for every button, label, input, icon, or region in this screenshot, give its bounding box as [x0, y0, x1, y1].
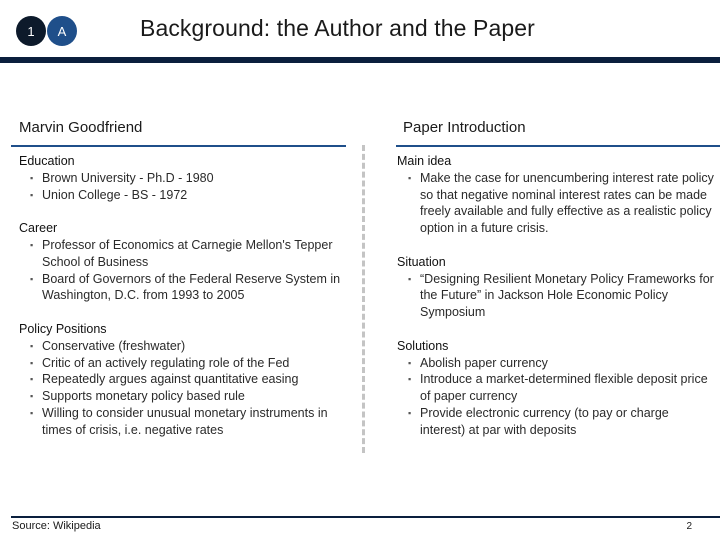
bullet-icon: ▪ [408, 172, 412, 183]
bullet-icon: ▪ [30, 407, 34, 418]
section-letter-badge: A [47, 16, 77, 46]
main-idea-section [397, 153, 715, 237]
list-item: ▪ Repeatedly argues against quantitative easing [30, 372, 299, 387]
footer-divider [11, 516, 720, 518]
section-title: Policy Positions [19, 321, 107, 336]
page-number: 2 [686, 521, 692, 532]
header-divider [0, 57, 720, 63]
right-heading-underline [396, 145, 720, 147]
bullet-icon: ▪ [30, 239, 34, 250]
bullet-icon: ▪ [30, 273, 34, 284]
section-number-badge: 1 [16, 16, 46, 46]
right-column-heading: Paper Introduction [403, 119, 526, 136]
page-title: Background: the Author and the Paper [140, 15, 535, 41]
bullet-icon: ▪ [30, 391, 34, 402]
bullet-icon: ▪ [408, 357, 412, 368]
bullet-icon: ▪ [408, 374, 412, 385]
bullet-icon: ▪ [30, 189, 34, 200]
list-item: ▪ Union College - BS - 1972 [30, 187, 188, 202]
section-title: Career [19, 221, 58, 236]
section-title: Solutions [397, 338, 449, 353]
section-title: Main idea [397, 154, 452, 168]
list-item: ▪ Supports monetary policy based rule [30, 389, 245, 404]
section-title: Education [19, 154, 75, 168]
list-item: ▪ Board of Governors of the Federal Reserve System in Washington, D.C. from 1993 to 2005 [30, 271, 341, 303]
source-note: Source: Wikipedia [12, 520, 101, 532]
list-item: ▪ Professor of Economics at Carnegie Mellon's Tepper School of Business [30, 237, 333, 269]
left-column-heading: Marvin Goodfriend [19, 119, 143, 136]
bullet-icon: ▪ [30, 340, 34, 351]
education-section [19, 153, 349, 203]
right-column [397, 153, 715, 455]
list-item: ▪ Provide electronic currency (to pay or charge interest) at par with deposits [408, 405, 669, 437]
policy-positions-section [19, 321, 349, 439]
bullet-icon: ▪ [30, 172, 34, 183]
bullet-icon: ▪ [408, 407, 412, 418]
situation-section [397, 254, 715, 321]
list-item: ▪ Critic of an actively regulating role of the Fed [30, 355, 290, 370]
column-divider [362, 145, 365, 453]
list-item: ▪ Conservative (freshwater) [30, 338, 186, 353]
section-title: Situation [397, 254, 446, 269]
list-item: ▪ “Designing Resilient Monetary Policy Frameworks for the Future” in Jackson Hole Economic Policy Symposium [408, 271, 714, 320]
bullet-icon: ▪ [30, 374, 34, 385]
career-section [19, 220, 349, 304]
bullet-icon: ▪ [408, 273, 412, 284]
list-item: ▪ Abolish paper currency [408, 355, 548, 370]
list-item: ▪ Brown University - Ph.D - 1980 [30, 170, 214, 185]
list-item: ▪ Willing to consider unusual monetary instruments in times of crisis, i.e. negative rates [30, 405, 328, 437]
bullet-icon: ▪ [30, 357, 34, 368]
left-column [19, 153, 349, 455]
solutions-section [397, 338, 715, 439]
list-item: ▪ Make the case for unencumbering interest rate policy so that negative nominal interest rates can be made freely available and fully effective as a realistic policy option in a future crisis. [408, 170, 714, 236]
left-heading-underline [11, 145, 346, 147]
list-item: ▪ Introduce a market-determined flexible deposit price of paper currency [408, 372, 708, 404]
